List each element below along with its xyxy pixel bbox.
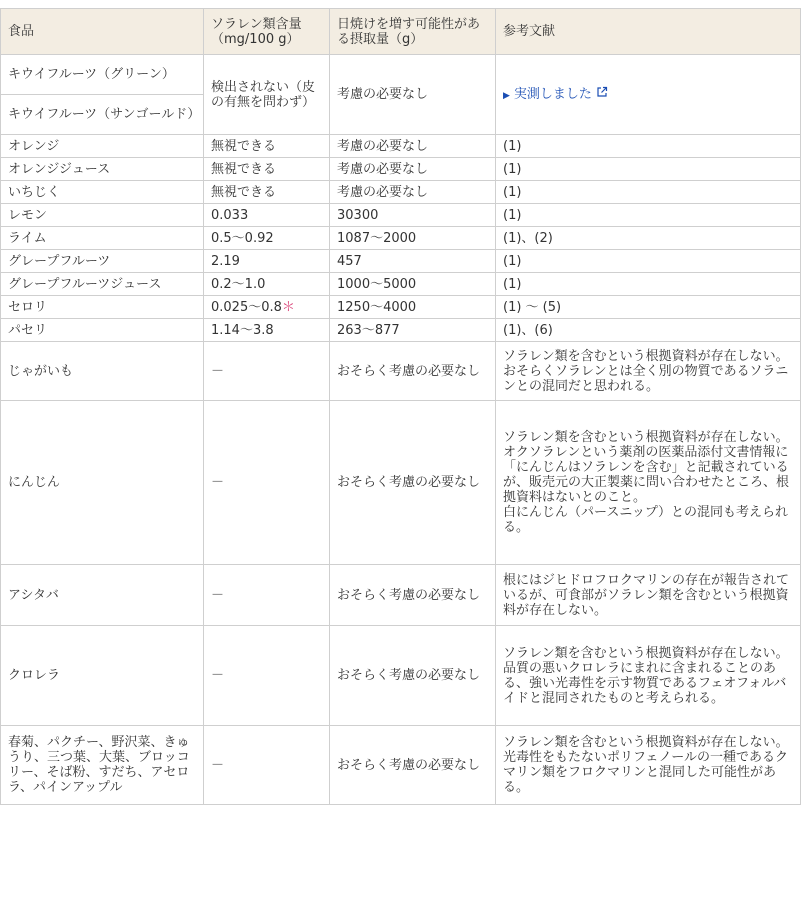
external-link-icon [596, 86, 608, 102]
table-row [1, 204, 801, 227]
intake-cell [330, 250, 496, 273]
header-food: 食品 [1, 9, 204, 55]
refs-line: 光毒性をもたないポリフェノールの一種であるクマリン類をフロクマリンと混同した可能性がある。 [503, 750, 788, 795]
food-cell [1, 158, 204, 181]
content-cell [204, 250, 330, 273]
refs-cell [496, 204, 801, 227]
intake-cell-text: おそらく考慮の必要なし [337, 587, 481, 603]
refs-cell [496, 250, 801, 273]
triangle-right-icon: ▶ [503, 90, 510, 101]
food-cell: キウイフルーツ（グリーン） [1, 55, 204, 95]
content-cell [204, 296, 330, 319]
content-cell [204, 273, 330, 296]
refs-line: (1) ～ (5) [503, 299, 562, 315]
food-cell-text: クロレラ [8, 668, 61, 683]
content-cell-text: 0.033 [211, 207, 249, 223]
intake-cell-text: 考慮の必要なし [337, 184, 429, 200]
refs-line: (1) [503, 276, 522, 292]
intake-cell [330, 319, 496, 342]
intake-cell-text: おそらく考慮の必要なし [337, 757, 481, 773]
food-cell [1, 626, 204, 726]
food-cell [1, 726, 204, 805]
content-cell [204, 565, 330, 626]
asterisk-note-icon: ＊ [281, 299, 295, 315]
measured-link[interactable] [503, 87, 608, 102]
content-cell [204, 181, 330, 204]
content-cell-text: 0.2～1.0 [211, 276, 266, 292]
food-cell-text: 春菊、パクチー、野沢菜、きゅうり、三つ葉、大葉、ブロッコリー、そば粉、すだち、アセロラ、パインアップル [8, 735, 190, 795]
table-row [1, 565, 801, 626]
food-psoralen-table [0, 8, 801, 805]
intake-cell [330, 135, 496, 158]
food-cell [1, 250, 204, 273]
table-row [1, 227, 801, 250]
food-cell [1, 296, 204, 319]
refs-line: (1) [503, 184, 522, 200]
food-cell [1, 181, 204, 204]
refs-cell [496, 401, 801, 565]
intake-cell [330, 342, 496, 401]
table-row [1, 401, 801, 565]
content-cell-text: － [211, 587, 225, 603]
food-cell-text: オレンジ [8, 138, 60, 154]
refs-cell [496, 55, 801, 135]
refs-cell [496, 273, 801, 296]
intake-cell [330, 181, 496, 204]
refs-cell [496, 181, 801, 204]
content-cell [204, 342, 330, 401]
intake-cell-text: 1250～4000 [337, 299, 417, 315]
refs-line: 白にんじん（パースニップ）との混同も考えられる。 [503, 505, 788, 535]
refs-line: ソラレン類を含むという根拠資料が存在しない。 [503, 348, 789, 364]
content-cell [204, 726, 330, 805]
intake-cell [330, 296, 496, 319]
refs-line: 品質の悪いクロレラにまれに含まれることのある、強い光毒性を示す物質であるフェオフォルバイドと混同されたものと考えられる。 [503, 660, 787, 706]
content-cell-text: － [211, 757, 225, 773]
refs-cell [496, 227, 801, 250]
table-row [1, 319, 801, 342]
content-cell [204, 135, 330, 158]
food-cell-text: アシタバ [8, 587, 59, 603]
refs-line: ソラレン類を含むという根拠資料が存在しない。 [503, 645, 789, 661]
measured-link-label: 実測しました [513, 86, 592, 102]
table-row [1, 250, 801, 273]
content-cell [204, 227, 330, 250]
food-cell [1, 319, 204, 342]
food-cell [1, 135, 204, 158]
food-cell [1, 401, 204, 565]
refs-line: ソラレン類を含むという根拠資料が存在しない。 [503, 735, 789, 750]
intake-cell [330, 565, 496, 626]
table-header-row [1, 9, 801, 55]
food-cell-text: セロリ [8, 299, 48, 315]
refs-cell [496, 626, 801, 726]
refs-line: おそらくソラレンとは全く別の物質であるソラニンとの混同だと思われる。 [503, 363, 789, 394]
intake-cell-text: 457 [337, 253, 362, 269]
intake-cell-text: 考慮の必要なし [337, 138, 429, 154]
header-refs: 参考文献 [496, 9, 801, 55]
intake-cell-text: 1000～5000 [337, 276, 417, 292]
intake-cell-text: おそらく考慮の必要なし [337, 668, 481, 683]
content-cell-text: 1.14～3.8 [211, 322, 274, 338]
table-row [1, 296, 801, 319]
food-cell-text: ライム [8, 230, 47, 246]
refs-cell [496, 342, 801, 401]
food-cell-text: いちじく [8, 184, 61, 200]
intake-cell-text: おそらく考慮の必要なし [337, 475, 481, 490]
intake-cell-text: 263～877 [337, 322, 400, 338]
refs-line: 根にはジヒドロフロクマリンの存在が報告されているが、可食部がソラレン類を含むという根拠資料が存在しない。 [503, 572, 790, 618]
table-body [1, 55, 801, 805]
content-cell-text: － [211, 475, 225, 490]
refs-line: (1) [503, 207, 522, 223]
content-cell-text: 2.19 [211, 253, 240, 269]
refs-cell [496, 135, 801, 158]
food-cell-text: オレンジジュース [8, 161, 111, 177]
table-row [1, 55, 801, 95]
refs-line: ソラレン類を含むという根拠資料が存在しない。 [503, 430, 789, 445]
intake-cell-text: 1087～2000 [337, 230, 417, 246]
intake-cell [330, 726, 496, 805]
food-cell-text: レモン [8, 207, 48, 223]
content-cell-text: 0.025～0.8 [211, 299, 282, 315]
food-cell [1, 273, 204, 296]
table-row [1, 135, 801, 158]
food-cell [1, 204, 204, 227]
intake-cell-text: 30300 [337, 207, 379, 223]
table-row [1, 158, 801, 181]
refs-cell [496, 319, 801, 342]
refs-line: (1)、(6) [503, 322, 553, 338]
intake-cell [330, 626, 496, 726]
refs-cell [496, 296, 801, 319]
content-cell: 検出されない（皮の有無を問わず） [204, 55, 330, 135]
food-cell: キウイフルーツ（サンゴールド） [1, 95, 204, 135]
table-row [1, 626, 801, 726]
content-cell-text: 無視できる [211, 138, 277, 154]
header-intake: 日焼けを増す可能性がある摂取量（g） [330, 9, 496, 55]
content-cell [204, 401, 330, 565]
intake-cell-text: 考慮の必要なし [337, 161, 429, 177]
content-cell-text: － [211, 363, 225, 379]
table-row [1, 273, 801, 296]
food-cell [1, 227, 204, 250]
food-cell [1, 565, 204, 626]
content-cell-text: 0.5～0.92 [211, 230, 274, 246]
intake-cell [330, 158, 496, 181]
refs-line: (1) [503, 253, 522, 269]
refs-cell [496, 565, 801, 626]
content-cell-text: 無視できる [211, 161, 277, 177]
table-row [1, 342, 801, 401]
refs-line: オクソラレンという薬剤の医薬品添付文書情報に「にんじんはソラレンを含む」と記載されているが、販売元の大正製薬に問い合わせたところ、根拠資料はないとのこと。 [503, 445, 790, 505]
intake-cell [330, 227, 496, 250]
header-content: ソラレン類含量（mg/100 g） [204, 9, 330, 55]
table-row [1, 181, 801, 204]
food-cell-text: グレープフルーツ [8, 253, 111, 269]
intake-cell [330, 401, 496, 565]
food-cell-text: グレープフルーツジュース [8, 276, 162, 292]
refs-cell [496, 158, 801, 181]
food-cell-text: パセリ [8, 322, 48, 338]
refs-line: (1)、(2) [503, 230, 553, 246]
food-cell-text: じゃがいも [8, 363, 74, 379]
content-cell [204, 626, 330, 726]
food-cell [1, 342, 204, 401]
refs-line: (1) [503, 138, 522, 154]
content-cell [204, 319, 330, 342]
table-row [1, 726, 801, 805]
content-cell [204, 158, 330, 181]
refs-line: (1) [503, 161, 522, 177]
intake-cell-text: おそらく考慮の必要なし [337, 363, 481, 379]
content-cell-text: － [211, 668, 225, 683]
refs-cell [496, 726, 801, 805]
content-cell-text: 無視できる [211, 184, 277, 200]
intake-cell [330, 204, 496, 227]
intake-cell [330, 273, 496, 296]
food-cell-text: にんじん [8, 475, 61, 490]
intake-cell: 考慮の必要なし [330, 55, 496, 135]
content-cell [204, 204, 330, 227]
